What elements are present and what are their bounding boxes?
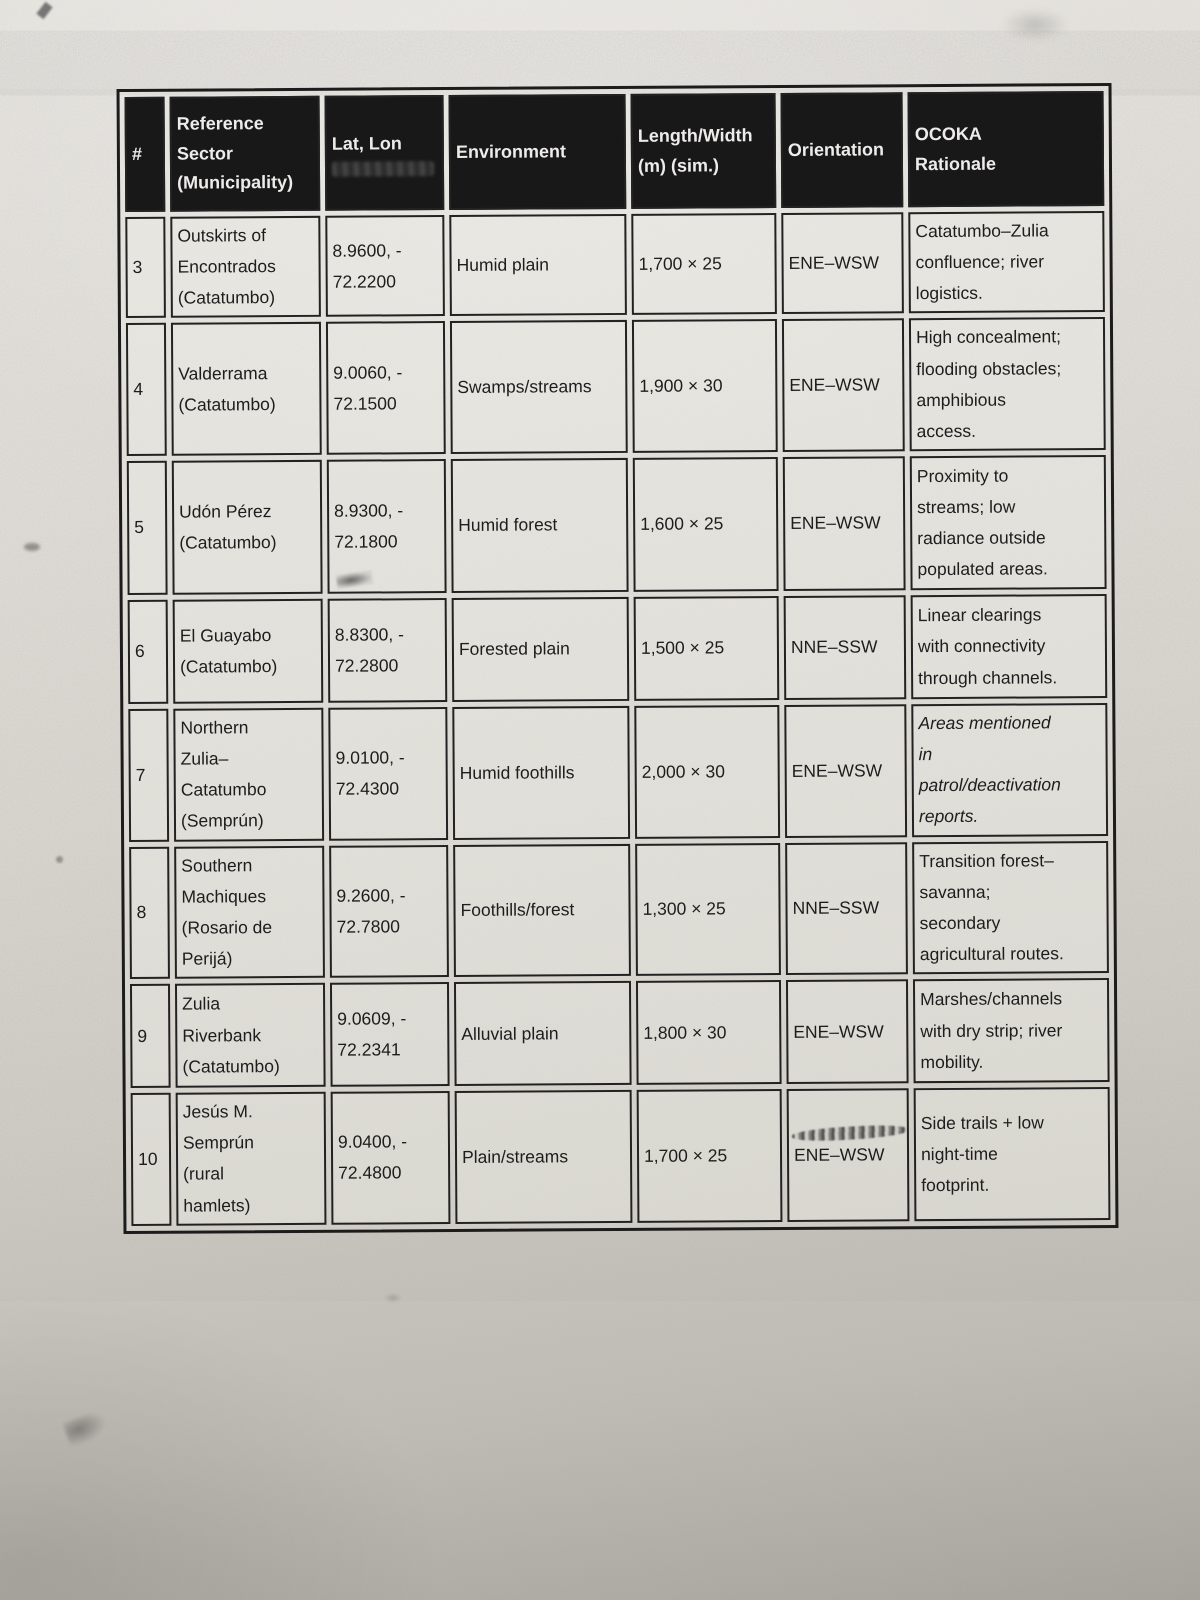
table-row-5 (127, 455, 1107, 595)
cell-environment: Forested plain (452, 597, 630, 702)
cell-text: 8.9300, - 72.1800 (334, 500, 404, 552)
cell-sector: Valderrama (Catatumbo) (171, 322, 322, 455)
table-row-6 (128, 594, 1108, 704)
cell-rationale: Catatumbo–Zulia confluence; river logistics. (908, 211, 1105, 314)
column-header-orientation (781, 92, 904, 208)
ocoka-sectors-table (117, 83, 1119, 1234)
cell-orientation: ENE–WSW (781, 212, 904, 314)
header-label: Length/Width (m) (sim.) (637, 125, 753, 176)
cell-size: 1,800 × 30 (636, 980, 782, 1085)
cell-environment: Humid forest (451, 458, 629, 593)
cell-num: 3 (125, 217, 166, 319)
cell-orientation: ENE–WSW (786, 979, 909, 1084)
cell-num: 5 (127, 461, 168, 595)
cell-size: 1,700 × 25 (637, 1089, 783, 1222)
paper-smudge (56, 856, 63, 863)
cell-environment: Swamps/streams (450, 320, 628, 454)
cell-orientation: ENE–WSW (783, 456, 906, 591)
cell-rationale: Marshes/channels with dry strip; river mobility. (913, 978, 1110, 1083)
cell-latlon: 8.9600, - 72.2200 (325, 215, 445, 317)
cell-latlon: 9.0400, - 72.4800 (331, 1091, 451, 1224)
column-header-latlon (325, 95, 445, 211)
cell-orientation (787, 1088, 910, 1221)
table-row-4 (126, 318, 1106, 457)
table-row-9 (130, 978, 1110, 1088)
cell-rationale: High concealment; flooding obstacles; amphibious access. (909, 318, 1106, 452)
header-label: Orientation (787, 139, 884, 160)
paper-smudge (384, 1293, 402, 1303)
header-row (125, 91, 1105, 212)
cell-environment: Plain/streams (455, 1090, 633, 1224)
cell-rationale: Proximity to streams; low radiance outside populated areas. (910, 455, 1107, 590)
cell-size: 1,600 × 25 (633, 457, 779, 592)
column-header-environment (449, 94, 627, 210)
header-label: Environment (455, 140, 566, 162)
cell-latlon: 9.2600, - 72.7800 (329, 845, 449, 978)
cell-latlon: 9.0060, - 72.1500 (326, 322, 446, 455)
column-header-sector (170, 96, 321, 212)
cell-num: 4 (126, 323, 167, 456)
column-header-rationale (908, 91, 1105, 207)
cell-orientation: NNE–SSW (784, 595, 907, 700)
cell-text: ENE–WSW (793, 1144, 885, 1165)
cell-rationale: Transition forest– savanna; secondary agricultural routes. (912, 841, 1109, 975)
header-label: OCOKA Rationale (914, 123, 997, 174)
cell-num: 10 (131, 1093, 172, 1226)
paper-smudge (36, 2, 52, 19)
paper-smudge (24, 543, 40, 551)
paper-smudge (63, 1408, 114, 1449)
cell-sector: Jesús M. Semprún (rural hamlets) (176, 1092, 327, 1225)
cell-environment: Alluvial plain (454, 981, 632, 1086)
cell-sector: Southern Machiques (Rosario de Perijá) (174, 845, 325, 978)
header-label: Lat, Lon (331, 132, 402, 154)
column-header-num (125, 97, 166, 212)
cell-latlon: 8.8300, - 72.2800 (328, 598, 448, 703)
cell-orientation: ENE–WSW (782, 319, 905, 452)
header-label: # (131, 143, 142, 164)
cell-num: 8 (129, 846, 170, 979)
cell-rationale: Areas mentioned in patrol/deactivation reports. (911, 703, 1108, 837)
cell-num: 7 (128, 709, 169, 842)
cell-num: 9 (130, 984, 171, 1088)
redacted-text-smudge (332, 161, 434, 177)
cell-orientation: ENE–WSW (784, 704, 907, 837)
header-label: Reference Sector (Municipality) (176, 113, 294, 194)
cell-sector: Outskirts of Encontrados (Catatumbo) (170, 216, 321, 318)
cell-sector: Udón Pérez (Catatumbo) (172, 460, 323, 595)
cell-rationale: Linear clearings with connectivity through channels. (911, 594, 1108, 699)
cell-latlon (327, 459, 447, 594)
paper-smudge (1000, 8, 1070, 42)
cell-orientation: NNE–SSW (785, 842, 908, 975)
pencil-scribble (792, 1123, 909, 1143)
table-row-8 (129, 841, 1109, 980)
cell-rationale: Side trails + low night-time footprint. (914, 1087, 1111, 1221)
cell-num: 6 (128, 600, 169, 704)
cell-sector: Northern Zulia– Catatumbo (Semprún) (173, 708, 324, 841)
cell-size: 1,500 × 25 (634, 596, 780, 701)
cell-size: 1,700 × 25 (631, 213, 777, 315)
ink-smudge (336, 570, 374, 589)
cell-size: 2,000 × 30 (634, 705, 780, 838)
cell-environment: Foothills/forest (453, 844, 631, 978)
cell-sector: Zulia Riverbank (Catatumbo) (175, 983, 326, 1088)
cell-sector: El Guayabo (Catatumbo) (173, 599, 324, 704)
cell-size: 1,300 × 25 (635, 843, 781, 976)
table-row-3 (125, 211, 1105, 318)
cell-environment: Humid plain (449, 214, 627, 317)
cell-latlon: 9.0609, - 72.2341 (330, 982, 450, 1087)
column-header-size (631, 93, 777, 209)
table-row-7 (128, 703, 1108, 842)
cell-size: 1,900 × 30 (632, 320, 778, 453)
table-row-10 (131, 1087, 1111, 1226)
cell-latlon: 9.0100, - 72.4300 (328, 707, 448, 840)
cell-environment: Humid foothills (452, 706, 630, 840)
